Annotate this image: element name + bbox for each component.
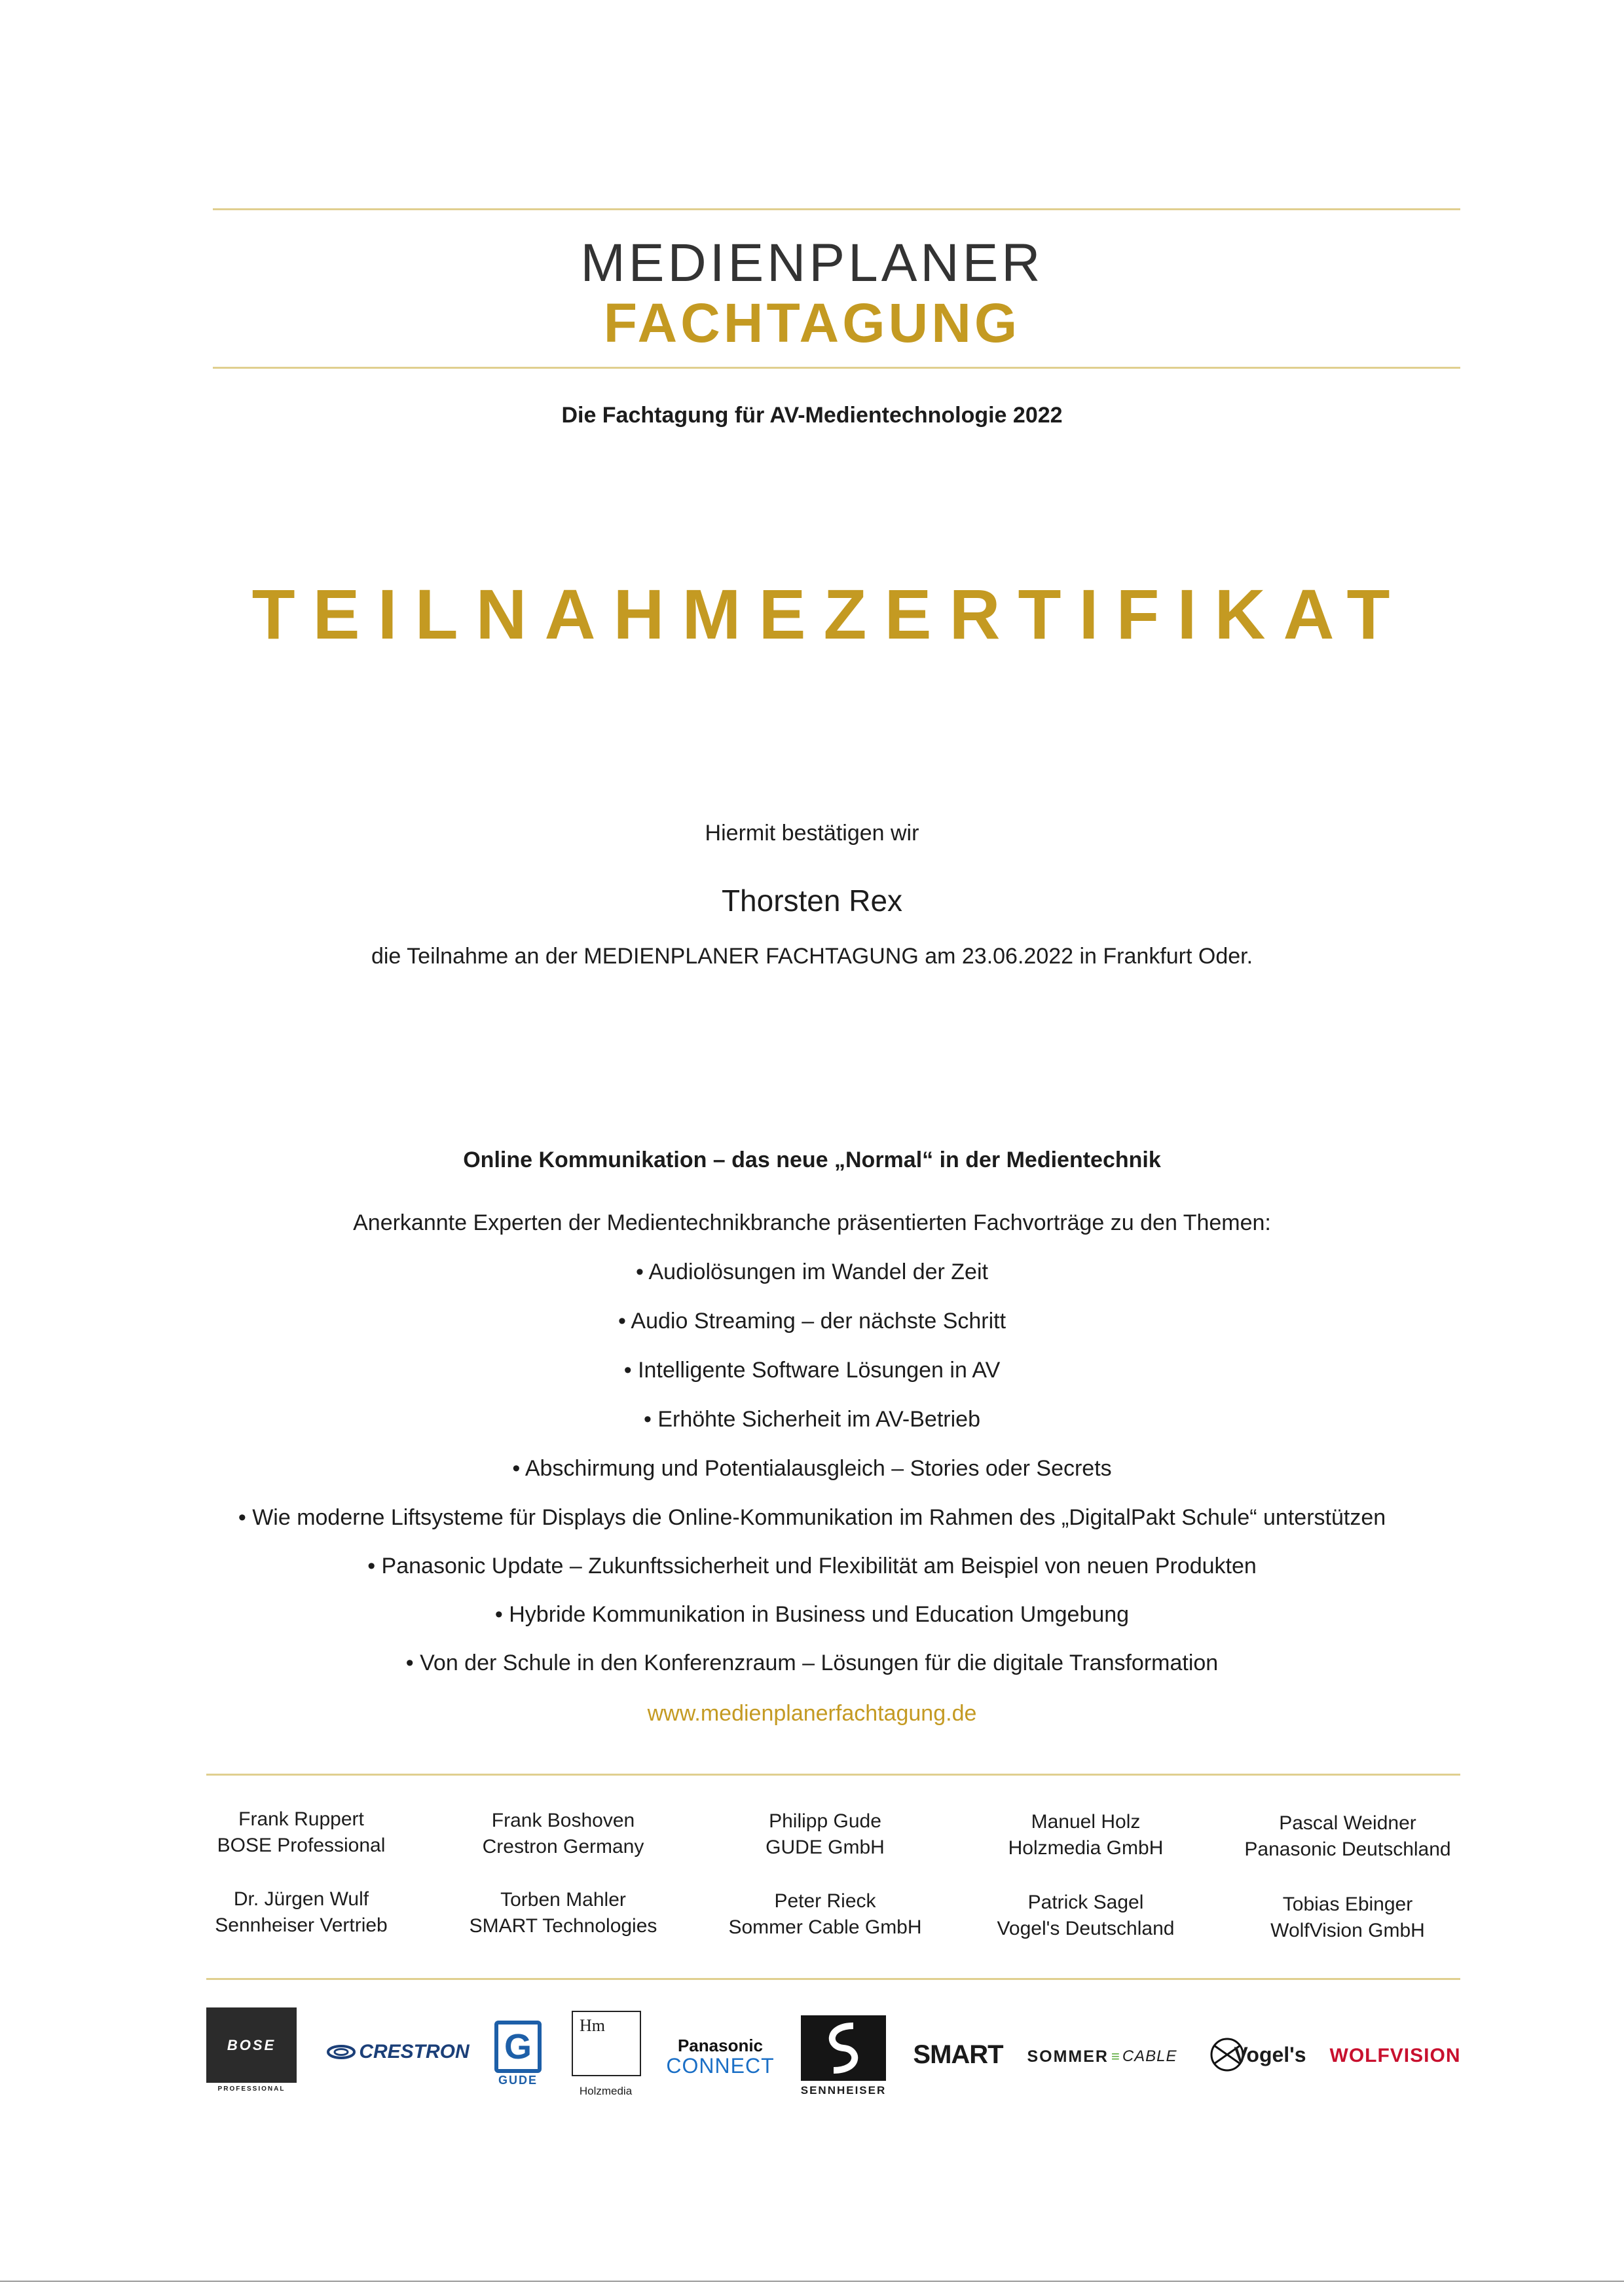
header-rule xyxy=(213,367,1460,369)
holzmedia-logo-mark: Hm xyxy=(580,2016,605,2035)
speaker-entry xyxy=(426,1887,701,1939)
top-rule xyxy=(213,208,1460,210)
holzmedia-logo-subtitle: Holzmedia xyxy=(579,2085,633,2097)
panasonic-connect-logo xyxy=(661,2036,779,2076)
website-link[interactable]: www.medienplanerfachtagung.de xyxy=(647,1701,977,1726)
smart-logo xyxy=(909,2038,1007,2071)
confirmation-intro: Hiermit bestätigen wir xyxy=(705,821,919,846)
topic-item: • Intelligente Software Lösungen in AV xyxy=(623,1358,1001,1383)
sennheiser-logo xyxy=(801,2015,886,2081)
sommer-cable-logo xyxy=(1024,2042,1181,2071)
speaker-entry xyxy=(948,1809,1223,1861)
speaker-name: Frank Boshoven xyxy=(491,1810,635,1831)
speaker-entry xyxy=(426,1808,701,1860)
speaker-company: SMART Technologies xyxy=(469,1915,657,1937)
speakers-rule-top xyxy=(206,1774,1460,1776)
sommer-stripes-icon: ≡ xyxy=(1111,2048,1120,2064)
speaker-name: Patrick Sagel xyxy=(1027,1892,1144,1913)
bose-logo-text: BOSE xyxy=(227,2036,276,2053)
crestron-logo xyxy=(321,2034,475,2070)
speaker-company: Sennheiser Vertrieb xyxy=(215,1914,388,1936)
speaker-company: GUDE GmbH xyxy=(766,1837,885,1858)
speaker-name: Manuel Holz xyxy=(1031,1811,1141,1833)
wolfvision-logo-text: WOLFVISION xyxy=(1329,2045,1461,2066)
topic-item: • Hybride Kommunikation in Business und Education Umgebung xyxy=(494,1602,1130,1627)
gude-logo xyxy=(494,2021,542,2073)
speaker-entry xyxy=(948,1890,1223,1942)
speaker-entry xyxy=(164,1886,439,1939)
sennheiser-logo-subtitle: SENNHEISER xyxy=(800,2084,887,2097)
event-subtitle: Die Fachtagung für AV-Medientechnologie 2022 xyxy=(561,403,1063,428)
speaker-company: WolfVision GmbH xyxy=(1270,1920,1425,1941)
participant-name: Thorsten Rex xyxy=(721,884,903,918)
speaker-name: Frank Ruppert xyxy=(238,1808,364,1830)
speaker-company: Panasonic Deutschland xyxy=(1244,1838,1451,1860)
speaker-name: Dr. Jürgen Wulf xyxy=(233,1888,369,1910)
speaker-entry xyxy=(1210,1810,1485,1863)
speaker-name: Tobias Ebinger xyxy=(1282,1894,1413,1915)
vogels-logo-text: Vogel's xyxy=(1234,2042,1306,2066)
topic-item: • Erhöhte Sicherheit im AV-Betrieb xyxy=(644,1407,980,1432)
speaker-name: Pascal Weidner xyxy=(1279,1812,1416,1834)
speaker-entry xyxy=(688,1888,963,1941)
speaker-name: Philipp Gude xyxy=(769,1810,881,1832)
speaker-entry xyxy=(688,1808,963,1861)
wolfvision-logo xyxy=(1328,2040,1462,2072)
bose-logo xyxy=(206,2007,297,2083)
speaker-company: Holzmedia GmbH xyxy=(1008,1837,1164,1859)
topic-item: • Audio Streaming – der nächste Schritt xyxy=(618,1309,1006,1334)
topic-item: • Panasonic Update – Zukunftssicherheit und Flexibilität am Beispiel von neuen Produkten xyxy=(367,1554,1257,1578)
gude-logo-mark: G xyxy=(504,2027,532,2066)
sommer-logo-text: SOMMER xyxy=(1027,2047,1109,2066)
participation-statement: die Teilnahme an der MEDIENPLANER FACHTAGUNG am 23.06.2022 in Frankfurt Oder. xyxy=(371,944,1253,969)
topic-item: • Von der Schule in den Konferenzraum – Lösungen für die digitale Transformation xyxy=(405,1651,1219,1675)
crestron-logo-text: CRESTRON xyxy=(359,2041,470,2062)
topic-item: • Wie moderne Liftsysteme für Displays die Online-Kommunikation im Rahmen des „DigitalPakt Schule“ unterstützen xyxy=(238,1505,1386,1530)
speakers-rule-bottom xyxy=(206,1978,1460,1980)
page-bottom-edge xyxy=(0,2281,1624,2282)
bose-logo-subtitle: PROFESSIONAL xyxy=(217,2085,286,2093)
speaker-name: Torben Mahler xyxy=(500,1889,626,1911)
program-intro: Anerkannte Experten der Medientechnikbranche präsentierten Fachvorträge zu den Themen: xyxy=(353,1210,1271,1235)
topic-item: • Audiolösungen im Wandel der Zeit xyxy=(636,1259,988,1284)
brand-title-bottom: FACHTAGUNG xyxy=(603,292,1021,354)
sennheiser-s-icon xyxy=(814,2022,873,2074)
brand-title-top: MEDIENPLANER xyxy=(580,233,1044,293)
program-title: Online Kommunikation – das neue „Normal“ in der Medientechnik xyxy=(463,1148,1161,1172)
speaker-name: Peter Rieck xyxy=(774,1890,876,1912)
connect-logo-text: CONNECT xyxy=(666,2054,775,2078)
gude-logo-subtitle: GUDE xyxy=(498,2074,538,2087)
panasonic-logo-text: Panasonic xyxy=(677,2036,764,2055)
topic-item: • Abschirmung und Potentialausgleich – Stories oder Secrets xyxy=(512,1456,1112,1481)
speaker-company: Crestron Germany xyxy=(482,1836,644,1857)
vogels-logo xyxy=(1200,2032,1315,2078)
holzmedia-logo xyxy=(572,2011,641,2076)
crestron-swirl-icon xyxy=(326,2043,356,2061)
smart-logo-text: SMART xyxy=(913,2040,1003,2069)
certificate-title: TEILNAHMEZERTIFIKAT xyxy=(251,574,1408,654)
speaker-company: Sommer Cable GmbH xyxy=(728,1916,922,1938)
speaker-entry xyxy=(164,1806,439,1859)
cable-logo-text: CABLE xyxy=(1122,2047,1177,2065)
speaker-company: BOSE Professional xyxy=(217,1835,386,1856)
speaker-entry xyxy=(1210,1892,1485,1944)
speaker-company: Vogel's Deutschland xyxy=(997,1918,1175,1939)
